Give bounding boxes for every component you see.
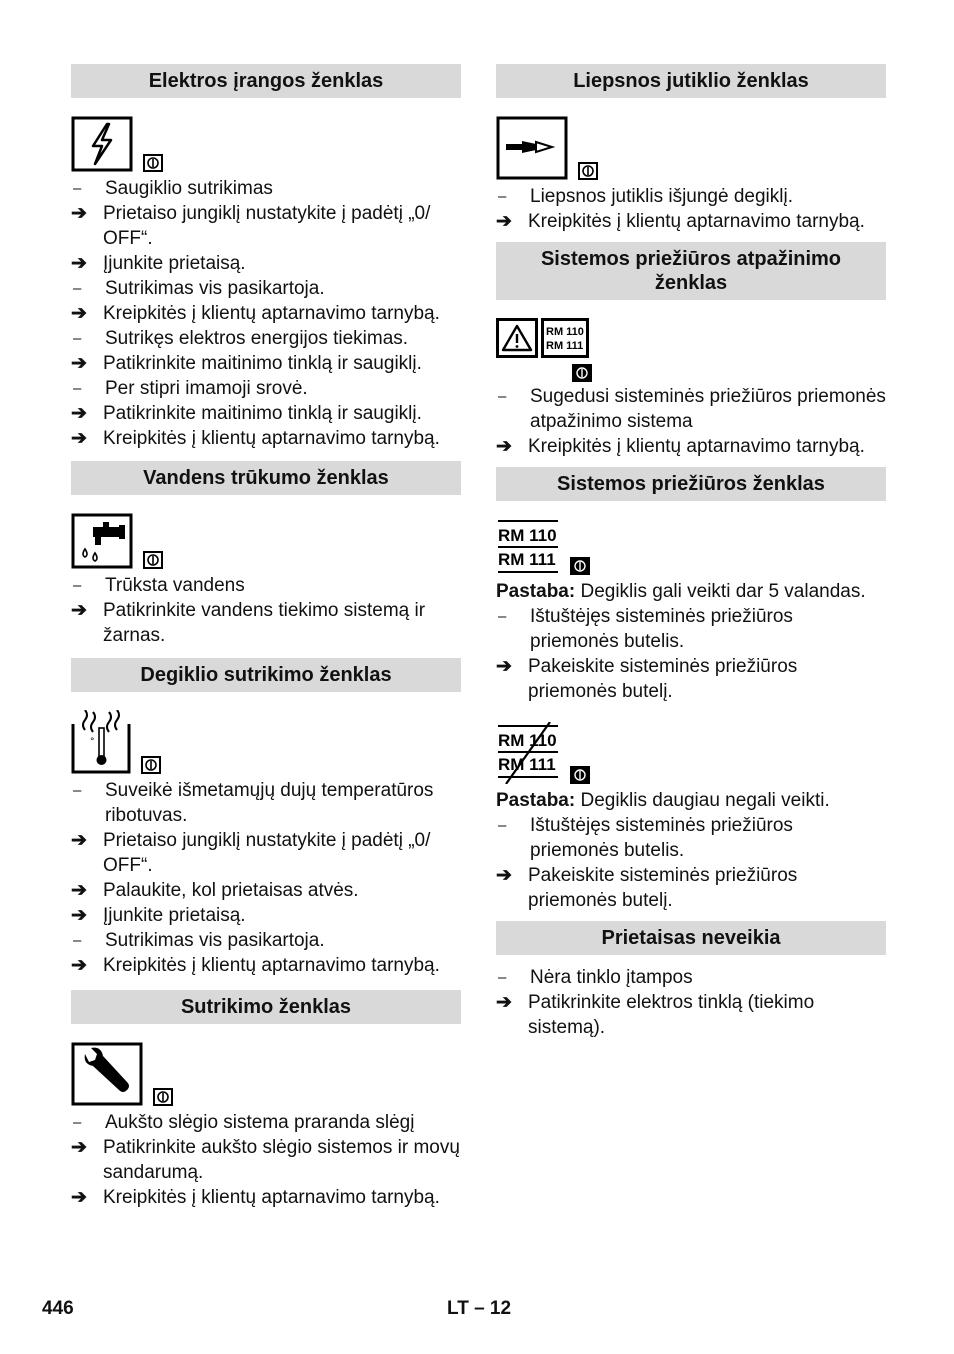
section-heading-maintenance-detection: Sistemos priežiūros atpažinimo ženklas [496,242,886,300]
list-item: – Liepsnos jutiklis išjungė degiklį. [498,186,793,207]
symbol-row [71,710,461,774]
item-list [496,604,886,704]
lamp-indicator-icon [570,557,590,575]
lamp-indicator-icon [578,162,598,180]
item-list [496,184,886,234]
water-tap-icon [71,513,133,569]
svg-text:RM 110: RM 110 [546,326,584,338]
list-item: ➔ Įjunkite prietaisą. [71,905,246,926]
list-item: ➔ Pakeiskite sisteminės priežiūros priemonės butelį. [496,656,798,702]
lamp-indicator-icon [143,154,163,172]
svg-text:RM 111: RM 111 [498,755,556,774]
list-item: – Ištuštėjęs sisteminės priežiūros priemonės butelis. [498,606,793,652]
list-item: ➔ Įjunkite prietaisą. [71,253,246,274]
list-item: – Nėra tinklo įtampos [498,967,693,988]
list-item: ➔ Pakeiskite sisteminės priežiūros priemonės butelį. [496,865,798,911]
symbol-row [496,116,886,180]
right-column [496,64,886,1040]
svg-text:RM 111: RM 111 [546,340,584,352]
symbol-row [496,318,886,358]
symbol-row [71,1042,461,1106]
section-heading-electrical: Elektros įrangos ženklas [71,64,461,98]
rm-label-crossed-icon [496,722,560,784]
wrench-icon [71,1042,143,1106]
page-number: 446 [42,1298,74,1319]
list-item: ➔ Patikrinkite elektros tinklą (tiekimo sistemą). [496,992,815,1038]
list-item: ➔ Kreipkitės į klientų aptarnavimo tarnybą. [71,428,440,449]
svg-text:RM 110: RM 110 [498,526,557,545]
svg-text:°: ° [90,737,95,747]
list-item: – Sutrikęs elektros energijos tiekimas. [73,328,409,349]
item-list [71,573,461,648]
list-item: ➔ Kreipkitės į klientų aptarnavimo tarnybą. [71,303,440,324]
list-item: ➔ Palaukite, kol prietaisas atvės. [71,880,359,901]
lightning-icon [71,116,133,172]
symbol-row [71,116,461,172]
list-item: ➔ Kreipkitės į klientų aptarnavimo tarnybą. [71,955,440,976]
list-item: ➔ Prietaiso jungiklį nustatykite į padėtį „0/ OFF“. [71,830,431,876]
item-list [496,965,886,1040]
symbol-row [71,513,461,569]
list-item: – Aukšto slėgio sistema praranda slėgį [73,1112,415,1133]
language-page-label: LT – 12 [447,1298,512,1319]
lamp-indicator-icon [143,551,163,569]
note-paragraph: Pastaba: Degiklis gali veikti dar 5 valandas. [496,581,866,602]
list-item: ➔ Patikrinkite maitinimo tinklą ir saugiklį. [71,353,422,374]
item-list [71,778,461,978]
list-item: – Ištuštėjęs sisteminės priežiūros priemonės butelis. [498,815,793,861]
list-item: – Sutrikimas vis pasikartoja. [73,278,325,299]
section-heading-burner-fault: Degiklio sutrikimo ženklas [71,658,461,692]
item-list [496,813,886,913]
list-item: ➔ Kreipkitės į klientų aptarnavimo tarnybą. [71,1187,440,1208]
symbol-row [496,722,886,784]
list-item: – Saugiklio sutrikimas [73,178,273,199]
item-list [71,1110,461,1210]
section-heading-water-shortage: Vandens trūkumo ženklas [71,461,461,495]
warning-triangle-icon [496,318,538,358]
list-item: ➔ Patikrinkite vandens tiekimo sistemą ir žarnas. [71,600,426,646]
svg-text:RM 111: RM 111 [498,550,556,569]
list-item: ➔ Kreipkitės į klientų aptarnavimo tarnybą. [496,211,865,232]
list-item: – Per stipri imamoji srovė. [73,378,308,399]
section-heading-maintenance: Sistemos priežiūros ženklas [496,467,886,501]
flame-sensor-icon [496,116,568,180]
list-item: – Trūksta vandens [73,575,245,596]
section-heading-flame-sensor: Liepsnos jutiklio ženklas [496,64,886,98]
rm-label-box-icon [541,318,589,358]
list-item: ➔ Kreipkitės į klientų aptarnavimo tarnybą. [496,436,865,457]
lamp-indicator-icon [141,756,161,774]
svg-text:RM 110: RM 110 [498,731,557,750]
list-item: – Sugedusi sisteminės priežiūros priemonės atpažinimo sistema [498,386,886,432]
item-list [71,176,461,451]
section-heading-fault: Sutrikimo ženklas [71,990,461,1024]
lamp-indicator-icon [572,364,592,382]
left-column [71,64,461,1210]
list-item: ➔ Patikrinkite maitinimo tinklą ir saugiklį. [71,403,422,424]
list-item: ➔ Prietaiso jungiklį nustatykite į padėtį „0/ OFF“. [71,203,431,249]
list-item: – Suveikė išmetamųjų dujų temperatūros ribotuvas. [73,780,434,826]
list-item: ➔ Patikrinkite aukšto slėgio sistemos ir movų sandarumą. [71,1137,460,1183]
lamp-indicator-icon [570,766,590,784]
note-paragraph: Pastaba: Degiklis daugiau negali veikti. [496,790,830,811]
rm-label-icon [496,517,560,575]
section-heading-device-not-working: Prietaisas neveikia [496,921,886,955]
symbol-row [496,517,886,575]
list-item: – Sutrikimas vis pasikartoja. [73,930,325,951]
exhaust-temperature-icon [71,710,131,774]
item-list [496,384,886,459]
indicator-wrap [496,364,886,382]
lamp-indicator-icon [153,1088,173,1106]
